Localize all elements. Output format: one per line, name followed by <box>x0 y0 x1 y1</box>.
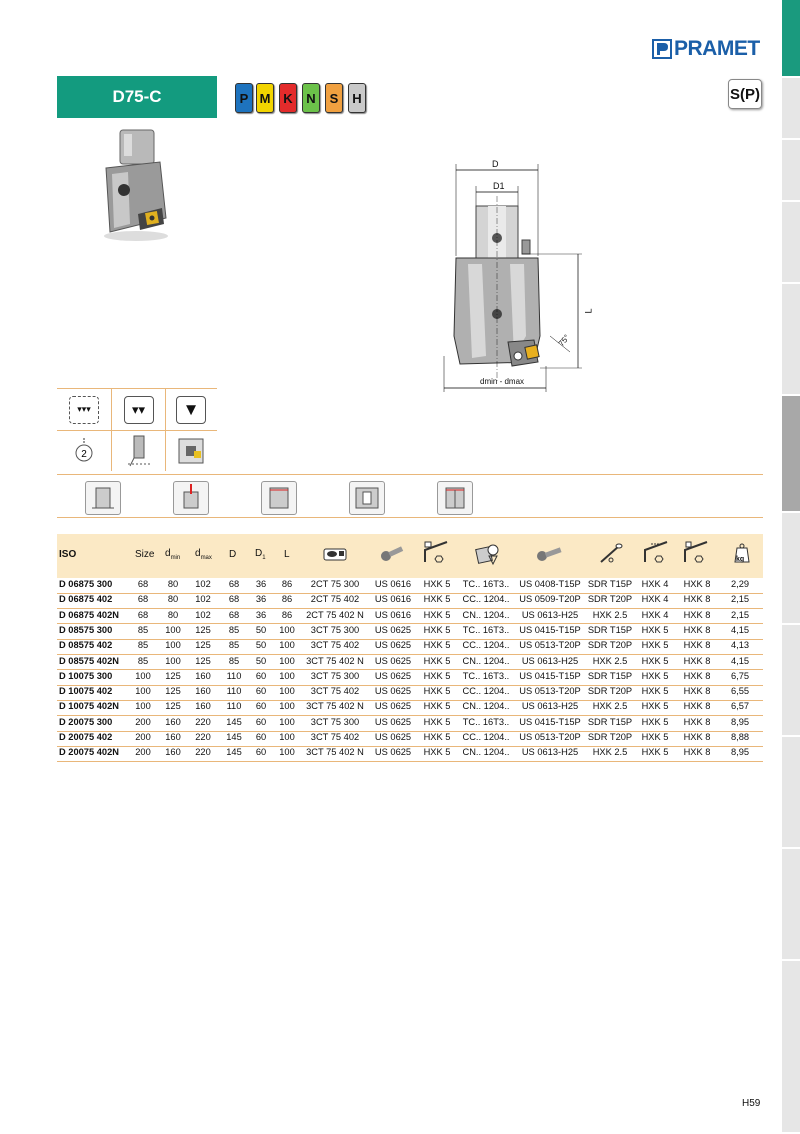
material-p-badge: P <box>235 83 253 113</box>
light-cutting-icon: ▾▾▾ <box>69 396 99 424</box>
cell-c4: CC.. 1204.. <box>462 640 510 651</box>
cell-c4: TC.. 16T3.. <box>462 579 510 589</box>
material-k-badge: K <box>279 83 297 113</box>
cell-c2: US 0625 <box>374 624 412 635</box>
cell-c5: US 0415-T15P <box>519 670 581 681</box>
cell-dmin: 100 <box>165 624 181 635</box>
cell-dmax: 220 <box>195 732 211 742</box>
dim-D-label: D <box>492 159 499 169</box>
wrench-icon <box>423 540 451 566</box>
table-row <box>57 639 763 654</box>
cell-c7: HXK 5 <box>641 686 669 697</box>
cell-c8: HXK 8 <box>683 609 711 620</box>
header-D: D <box>229 549 237 560</box>
cell-dmin: 80 <box>167 594 179 605</box>
cell-L: 100 <box>279 732 295 742</box>
cell-dmax: 125 <box>195 640 211 651</box>
screwdriver-icon <box>597 542 625 566</box>
table-row <box>57 746 763 761</box>
cell-c4: CN.. 1204.. <box>462 701 510 712</box>
cell-L: 100 <box>279 686 295 697</box>
table-header <box>57 534 763 578</box>
cell-c8: HXK 8 <box>683 624 711 635</box>
cell-c8: HXK 8 <box>683 732 711 742</box>
cell-c3: HXK 5 <box>423 716 451 727</box>
cell-c7: HXK 5 <box>641 701 669 712</box>
cell-c2: US 0625 <box>374 747 412 758</box>
cell-kg: 4,15 <box>730 624 750 635</box>
cell-D: 85 <box>228 640 240 651</box>
cell-c1: 2CT 75 402 N <box>306 609 364 620</box>
icon-cell <box>57 431 112 471</box>
cell-c7: HXK 5 <box>641 716 669 727</box>
cell-c8: HXK 8 <box>683 747 711 758</box>
cell-D1: 36 <box>255 594 267 605</box>
cell-c8: HXK 8 <box>683 640 711 651</box>
cell-kg: 8,95 <box>730 716 750 727</box>
side-tab[interactable] <box>782 78 800 140</box>
cell-c6: SDR T20P <box>587 640 633 651</box>
cell-c5: US 0509-T20P <box>519 594 581 605</box>
cell-dmax: 160 <box>195 686 211 697</box>
cell-c6: SDR T20P <box>587 732 633 742</box>
icon-cell <box>112 431 166 471</box>
cell-c3: HXK 5 <box>423 640 451 651</box>
side-tab[interactable] <box>782 284 800 396</box>
insert-holder-icon <box>323 546 349 562</box>
cell-c2: US 0616 <box>374 579 412 589</box>
material-n-badge: N <box>302 83 320 113</box>
side-tab[interactable] <box>782 737 800 849</box>
cell-c7: HXK 4 <box>641 609 669 620</box>
insert-screw-icon <box>535 544 565 564</box>
medium-cutting-icon: ▾▾ <box>124 396 154 424</box>
cell-c3: HXK 5 <box>423 579 451 589</box>
cell-c1: 3CT 75 402 N <box>306 655 364 666</box>
cell-L: 100 <box>279 670 295 681</box>
cell-c2: US 0625 <box>374 732 412 742</box>
cell-dmax: 160 <box>195 701 211 712</box>
cell-iso: D 20075 300 <box>59 716 113 727</box>
cell-c5: US 0415-T15P <box>519 624 581 635</box>
cell-c6: SDR T20P <box>587 686 633 697</box>
cell-c6: SDR T15P <box>587 670 633 681</box>
cell-c3: HXK 5 <box>423 655 451 666</box>
cell-c3: HXK 5 <box>423 701 451 712</box>
dim-dmin-dmax-label: dmin - dmax <box>480 377 525 386</box>
cell-c7: HXK 5 <box>641 624 669 635</box>
cell-c8: HXK 8 <box>683 655 711 666</box>
pramet-logo <box>652 37 760 61</box>
cell-c3: HXK 5 <box>423 594 451 605</box>
cell-c7: HXK 5 <box>641 670 669 681</box>
material-h-badge: H <box>348 83 366 113</box>
cell-c5: US 0613-H25 <box>521 747 579 758</box>
icon-cell <box>166 389 216 430</box>
cell-dmax: 102 <box>195 609 211 620</box>
cell-c1: 3CT 75 300 <box>310 670 360 681</box>
cell-c6: SDR T15P <box>587 579 633 589</box>
depth-passes-icon <box>69 436 99 466</box>
cell-iso: D 06875 300 <box>59 579 113 589</box>
cell-c7: HXK 5 <box>641 640 669 651</box>
cell-D: 145 <box>226 732 242 742</box>
cell-L: 100 <box>279 655 295 666</box>
cell-L: 100 <box>279 716 295 727</box>
cell-D1: 36 <box>255 579 267 589</box>
table-row <box>57 609 763 624</box>
cell-c6: SDR T20P <box>587 594 633 605</box>
cell-c1: 2CT 75 300 <box>310 579 360 589</box>
technical-drawing <box>438 156 598 396</box>
cell-dmin: 125 <box>165 701 181 712</box>
cell-c3: HXK 5 <box>423 732 451 742</box>
clamp-screw-icon <box>379 544 405 564</box>
icon-cell <box>112 389 166 430</box>
header-L: L <box>284 549 290 560</box>
cell-size: 200 <box>135 747 151 758</box>
cell-iso: D 20075 402N <box>59 747 119 758</box>
cell-D1: 36 <box>255 609 267 620</box>
cell-c7: HXK 4 <box>641 594 669 605</box>
cell-dmax: 220 <box>195 716 211 727</box>
cell-c8: HXK 8 <box>683 579 711 589</box>
dim-angle-label: 75° <box>556 332 572 349</box>
cell-c2: US 0625 <box>374 701 412 712</box>
cell-D1: 60 <box>255 747 267 758</box>
cell-kg: 6,57 <box>730 701 750 712</box>
table-row <box>57 685 763 700</box>
icon-cell <box>57 389 112 430</box>
shoulder-milling-icon <box>176 436 206 466</box>
side-tab[interactable] <box>782 849 800 961</box>
cell-size: 68 <box>137 579 149 589</box>
row-divider <box>57 761 763 762</box>
cell-L: 100 <box>279 701 295 712</box>
cell-c1: 2CT 75 402 <box>310 594 360 605</box>
pocket-milling-icon <box>349 481 385 515</box>
cell-c6: HXK 2.5 <box>592 747 628 758</box>
cell-c6: HXK 2.5 <box>592 701 628 712</box>
cell-dmin: 80 <box>167 579 179 589</box>
cell-D1: 50 <box>255 640 267 651</box>
table-row <box>57 655 763 670</box>
cell-c1: 3CT 75 402 N <box>306 701 364 712</box>
cell-c4: CC.. 1204.. <box>462 686 510 697</box>
cell-dmin: 80 <box>167 609 179 620</box>
cell-dmax: 102 <box>195 594 211 605</box>
cell-c2: US 0625 <box>374 640 412 651</box>
key-icon-2 <box>683 540 711 566</box>
cell-D: 85 <box>228 655 240 666</box>
cell-D1: 60 <box>255 670 267 681</box>
cell-c1: 3CT 75 402 <box>310 640 360 651</box>
cell-dmin: 100 <box>165 655 181 666</box>
cell-dmax: 160 <box>195 670 211 681</box>
cell-c5: US 0613-H25 <box>521 701 579 712</box>
cell-c5: US 0415-T15P <box>519 716 581 727</box>
cell-c7: HXK 5 <box>641 732 669 742</box>
cell-c3: HXK 5 <box>423 686 451 697</box>
header-D1: $D_1$ <box>255 548 266 561</box>
cell-c8: HXK 8 <box>683 594 711 605</box>
side-tab[interactable] <box>782 961 800 1134</box>
cell-iso: D 08575 300 <box>59 624 113 635</box>
cell-dmin: 160 <box>165 747 181 758</box>
table-row <box>57 624 763 639</box>
table-row <box>57 578 763 593</box>
cell-D1: 50 <box>255 655 267 666</box>
cell-c5: US 0408-T15P <box>519 579 581 589</box>
side-tab-active[interactable] <box>782 396 800 513</box>
face-milling-icon <box>85 481 121 515</box>
cell-c2: US 0616 <box>374 594 412 605</box>
cell-c5: US 0613-H25 <box>521 609 579 620</box>
header-size: Size <box>135 549 155 560</box>
svg-text:2: 2 <box>81 449 87 460</box>
cell-size: 68 <box>137 594 149 605</box>
header-kg: kg <box>736 556 745 563</box>
divider <box>57 474 763 475</box>
cell-c1: 3CT 75 402 <box>310 732 360 742</box>
cell-c4: CC.. 1204.. <box>462 732 510 742</box>
cell-c6: SDR T15P <box>587 624 633 635</box>
dim-L-label: L <box>583 308 594 314</box>
insert-icon <box>473 542 501 566</box>
cell-c2: US 0625 <box>374 716 412 727</box>
cell-c5: US 0513-T20P <box>519 686 581 697</box>
cell-kg: 6,55 <box>730 686 750 697</box>
cell-dmax: 125 <box>195 624 211 635</box>
cell-c4: CN.. 1204.. <box>462 747 510 758</box>
cell-c7: HXK 5 <box>641 747 669 758</box>
cell-size: 100 <box>135 701 151 712</box>
divider <box>57 517 763 518</box>
table-row <box>57 670 763 685</box>
cell-size: 68 <box>137 609 149 620</box>
cell-c7: HXK 4 <box>641 579 669 589</box>
cell-c4: TC.. 16T3.. <box>462 670 510 681</box>
cell-c3: HXK 5 <box>423 747 451 758</box>
cell-D: 85 <box>228 624 240 635</box>
cell-c5: US 0613-H25 <box>521 655 579 666</box>
cell-L: 86 <box>281 579 293 589</box>
plunge-milling-icon <box>173 481 209 515</box>
cell-c8: HXK 8 <box>683 716 711 727</box>
cell-D: 110 <box>226 701 242 712</box>
cell-size: 85 <box>137 655 149 666</box>
cell-D: 145 <box>226 716 242 727</box>
cell-dmin: 100 <box>165 640 181 651</box>
pramet-logo-icon <box>652 39 672 59</box>
cell-c6: HXK 2.5 <box>592 655 628 666</box>
cell-iso: D 10075 402N <box>59 701 119 712</box>
header-dmax: $d_{max}$ <box>195 548 212 561</box>
cell-c8: HXK 8 <box>683 686 711 697</box>
cell-D: 68 <box>228 579 240 589</box>
key-icon <box>643 540 671 566</box>
side-tab[interactable] <box>782 513 800 625</box>
table-row <box>57 716 763 731</box>
material-m-badge: M <box>256 83 274 113</box>
cell-dmin: 125 <box>165 686 181 697</box>
cell-iso: D 08575 402N <box>59 655 119 666</box>
cell-iso: D 20075 402 <box>59 732 113 742</box>
side-tab[interactable] <box>782 140 800 202</box>
cell-L: 100 <box>279 624 295 635</box>
cell-c2: US 0625 <box>374 655 412 666</box>
header-dmin: $d_{min}$ <box>165 548 181 561</box>
cell-c4: TC.. 16T3.. <box>462 624 510 635</box>
cell-kg: 8,88 <box>730 732 750 742</box>
cell-D: 68 <box>228 609 240 620</box>
brand-name: PRAMET <box>674 37 760 60</box>
cell-c4: CC.. 1204.. <box>462 594 510 605</box>
cell-D: 145 <box>226 747 242 758</box>
cell-c6: SDR T15P <box>587 716 633 727</box>
cell-D: 68 <box>228 594 240 605</box>
stability-badge: S(P) <box>728 79 762 109</box>
slot-milling-icon <box>261 481 297 515</box>
cell-c3: HXK 5 <box>423 609 451 620</box>
cell-dmax: 125 <box>195 655 211 666</box>
cell-D1: 60 <box>255 732 267 742</box>
cell-iso: D 10075 300 <box>59 670 113 681</box>
material-s-badge: S <box>325 83 343 113</box>
cell-kg: 4,13 <box>730 640 750 651</box>
product-photo <box>98 128 178 243</box>
cell-c2: US 0625 <box>374 686 412 697</box>
cell-L: 86 <box>281 594 293 605</box>
cell-c3: HXK 5 <box>423 670 451 681</box>
cell-size: 100 <box>135 686 151 697</box>
cell-size: 200 <box>135 716 151 727</box>
cell-size: 85 <box>137 624 149 635</box>
cell-kg: 6,75 <box>730 670 750 681</box>
cell-c4: TC.. 16T3.. <box>462 716 510 727</box>
side-tab[interactable] <box>782 625 800 737</box>
cell-c2: US 0625 <box>374 670 412 681</box>
cell-L: 100 <box>279 640 295 651</box>
cell-size: 100 <box>135 670 151 681</box>
cell-L: 100 <box>279 747 295 758</box>
cell-c4: CN.. 1204.. <box>462 655 510 666</box>
side-tab-top[interactable] <box>782 0 800 78</box>
cell-c3: HXK 5 <box>423 624 451 635</box>
cell-c1: 3CT 75 300 <box>310 624 360 635</box>
cell-c5: US 0513-T20P <box>519 640 581 651</box>
cell-kg: 2,15 <box>730 609 750 620</box>
table-row <box>57 700 763 715</box>
cell-D: 110 <box>226 670 242 681</box>
cell-c6: HXK 2.5 <box>592 609 628 620</box>
cell-iso: D 06875 402 <box>59 594 113 605</box>
cell-c8: HXK 8 <box>683 670 711 681</box>
cell-dmin: 125 <box>165 670 181 681</box>
side-tab[interactable] <box>782 202 800 284</box>
product-title: D75-C <box>57 76 217 118</box>
ramping-icon <box>124 434 154 468</box>
cell-iso: D 10075 402 <box>59 686 113 697</box>
table-row <box>57 731 763 746</box>
cell-D: 110 <box>226 686 242 697</box>
header-iso: ISO <box>59 549 77 560</box>
cell-c5: US 0513-T20P <box>519 732 581 742</box>
cell-D1: 60 <box>255 686 267 697</box>
cell-dmin: 160 <box>165 716 181 727</box>
cell-size: 200 <box>135 732 151 742</box>
icon-cell <box>166 431 216 471</box>
cell-kg: 8,95 <box>730 747 750 758</box>
heavy-cutting-icon: ▼ <box>176 396 206 424</box>
cell-c1: 3CT 75 402 <box>310 686 360 697</box>
cell-c2: US 0616 <box>374 609 412 620</box>
cell-L: 86 <box>281 609 293 620</box>
page-number: H59 <box>742 1098 761 1109</box>
cell-kg: 2,29 <box>730 579 750 589</box>
cell-c1: 3CT 75 402 N <box>306 747 364 758</box>
dim-D1-label: D1 <box>493 181 505 191</box>
cell-D1: 50 <box>255 624 267 635</box>
cell-iso: D 08575 402 <box>59 640 113 651</box>
cell-c8: HXK 8 <box>683 701 711 712</box>
cell-kg: 2,15 <box>730 594 750 605</box>
table-row <box>57 593 763 608</box>
cell-c1: 3CT 75 300 <box>310 716 360 727</box>
cell-D1: 60 <box>255 716 267 727</box>
cell-dmax: 220 <box>195 747 211 758</box>
cell-dmin: 160 <box>165 732 181 742</box>
cell-D1: 60 <box>255 701 267 712</box>
cell-dmax: 102 <box>195 579 211 589</box>
cell-c4: CN.. 1204.. <box>462 609 510 620</box>
cell-kg: 4,15 <box>730 655 750 666</box>
cell-c7: HXK 5 <box>641 655 669 666</box>
cell-iso: D 06875 402N <box>59 609 119 620</box>
profile-milling-icon <box>437 481 473 515</box>
cell-size: 85 <box>137 640 149 651</box>
